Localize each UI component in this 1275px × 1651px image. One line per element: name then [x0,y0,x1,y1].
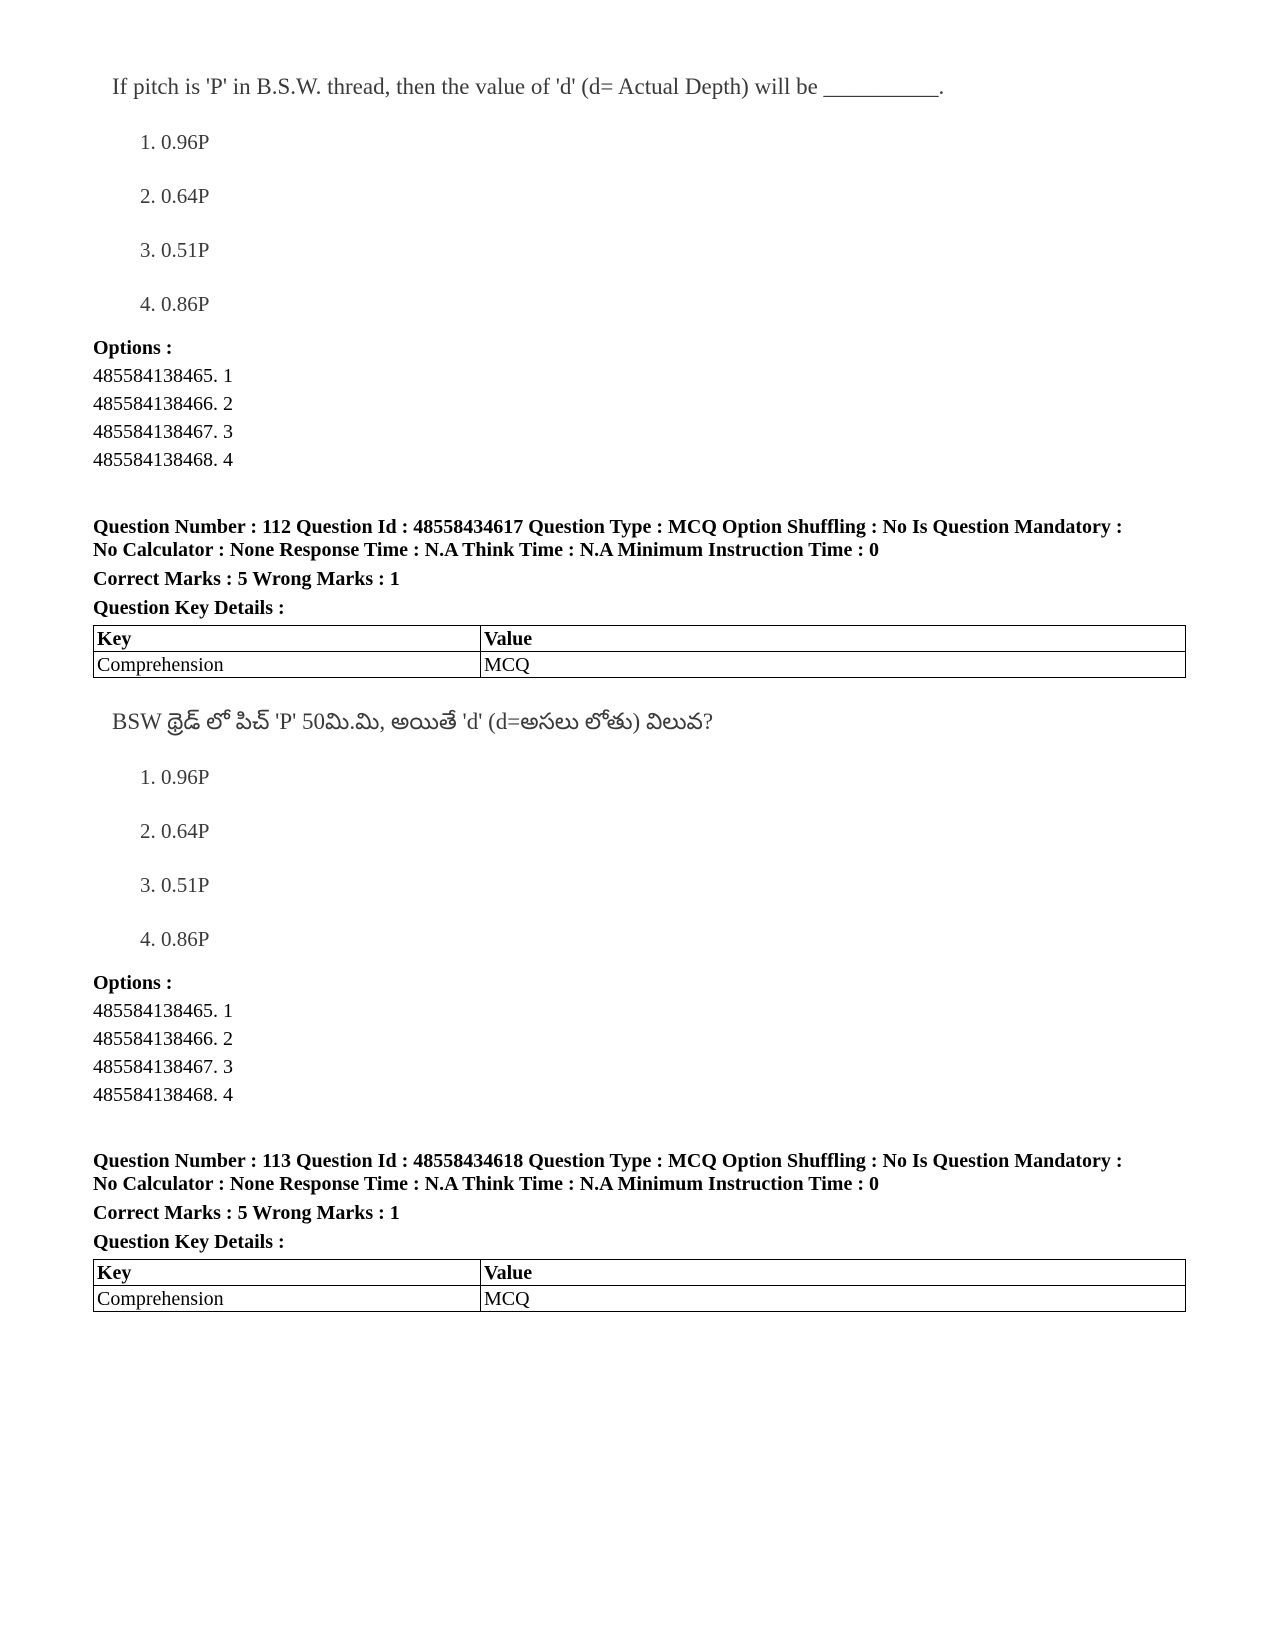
choice-2: 2. 0.64P [140,819,210,843]
table-cell-key: Comprehension [94,1286,481,1312]
question-text-english: If pitch is 'P' in B.S.W. thread, then the value of 'd' (d= Actual Depth) will be __________. [112,74,945,99]
table-header-value: Value [481,626,1186,652]
question-text-telugu: BSW థ్రెడ్ లో పిచ్ 'P' 50మి.మి, అయితే 'd' (d=అసలు లోతు) విలువ? [112,709,714,734]
key-details-table [93,625,1186,678]
question-meta-line2: No Calculator : None Response Time : N.A Think Time : N.A Minimum Instruction Time : 0 [93,539,879,561]
options-label: Options : [93,972,173,994]
table-header-row [94,626,1186,652]
key-details-label: Question Key Details : [93,1231,285,1253]
choice-1: 1. 0.96P [140,765,210,789]
choice-3: 3. 0.51P [140,238,210,262]
table-header-row [94,1260,1186,1286]
marks-line: Correct Marks : 5 Wrong Marks : 1 [93,1202,400,1224]
choice-2: 2. 0.64P [140,184,210,208]
question-meta-line1: Question Number : 112 Question Id : 48558434617 Question Type : MCQ Option Shuffling : No Is Question Mandatory : [93,516,1123,538]
choice-4: 4. 0.86P [140,927,210,951]
choice-3: 3. 0.51P [140,873,210,897]
table-header-key: Key [94,626,481,652]
option-id-3: 485584138467. 3 [93,421,233,443]
option-id-1: 485584138465. 1 [93,1000,233,1022]
key-details-label: Question Key Details : [93,597,285,619]
table-row [94,652,1186,678]
key-details-table [93,1259,1186,1312]
marks-line: Correct Marks : 5 Wrong Marks : 1 [93,568,400,590]
table-cell-value: MCQ [481,1286,1186,1312]
options-label: Options : [93,337,173,359]
question-meta-line2: No Calculator : None Response Time : N.A Think Time : N.A Minimum Instruction Time : 0 [93,1173,879,1195]
option-id-4: 485584138468. 4 [93,449,233,471]
option-id-2: 485584138466. 2 [93,1028,233,1050]
table-header-value: Value [481,1260,1186,1286]
table-row [94,1286,1186,1312]
option-id-1: 485584138465. 1 [93,365,233,387]
question-meta-line1: Question Number : 113 Question Id : 48558434618 Question Type : MCQ Option Shuffling : No Is Question Mandatory : [93,1150,1123,1172]
option-id-2: 485584138466. 2 [93,393,233,415]
option-id-3: 485584138467. 3 [93,1056,233,1078]
option-id-4: 485584138468. 4 [93,1084,233,1106]
table-header-key: Key [94,1260,481,1286]
table-cell-key: Comprehension [94,652,481,678]
choice-4: 4. 0.86P [140,292,210,316]
choice-1: 1. 0.96P [140,130,210,154]
table-cell-value: MCQ [481,652,1186,678]
